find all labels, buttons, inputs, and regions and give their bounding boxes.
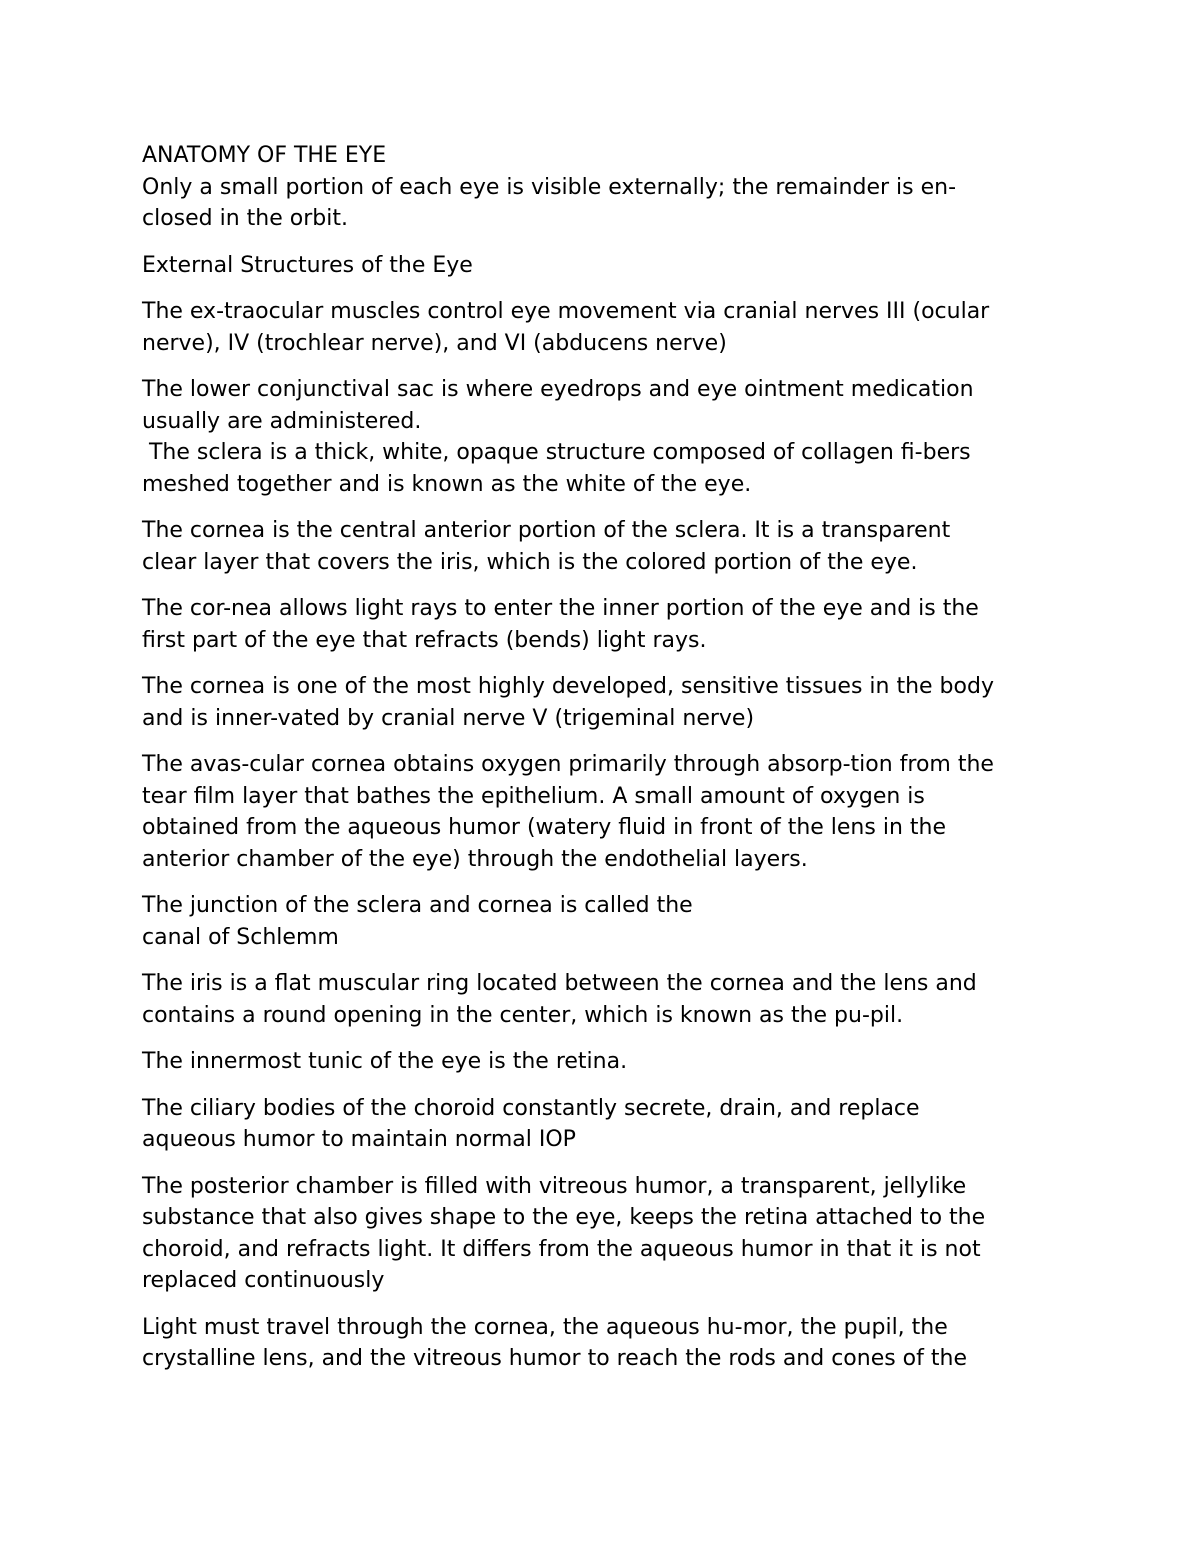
text-line: The cor-nea allows light rays to enter the inner portion of the eye and is the: [142, 596, 979, 621]
paragraph-spacer: [142, 500, 1072, 515]
text-line: meshed together and is known as the white of the eye.: [142, 471, 752, 497]
text-line: closed in the orbit.: [142, 206, 348, 231]
text-line: first part of the eye that refracts (bends) light rays.: [142, 627, 707, 653]
text-line: clear layer that covers the iris, which is the colored portion of the eye.: [142, 549, 918, 575]
paragraph: [142, 1046, 1072, 1078]
text-line: The lower conjunctival sac is where eyedrops and eye ointment medication: [142, 377, 974, 402]
text-line: The sclera is a thick, white, opaque structure composed of collagen fi-bers: [142, 440, 971, 465]
text-line: The ex-traocular muscles control eye movement via cranial nerves III (ocular: [142, 299, 990, 324]
paragraph: [142, 1171, 1072, 1297]
paragraph-spacer: [142, 656, 1072, 671]
paragraph: [142, 593, 1072, 656]
paragraph: [142, 671, 1072, 734]
text-line: and is inner-vated by cranial nerve V (trigeminal nerve): [142, 705, 755, 731]
paragraph: [142, 890, 1072, 953]
document-body: [142, 172, 1072, 1375]
paragraph: [142, 749, 1072, 875]
text-line: Light must travel through the cornea, the aqueous hu-mor, the pupil, the: [142, 1314, 948, 1340]
text-line: choroid, and refracts light. It differs from the aqueous humor in that it is not: [142, 1236, 981, 1262]
text-line: obtained from the aqueous humor (watery fluid in front of the lens in the: [142, 815, 946, 840]
text-line: The avas-cular cornea obtains oxygen primarily through absorp-tion from the: [142, 752, 994, 777]
paragraph-spacer: [142, 734, 1072, 749]
text-line: External Structures of the Eye: [142, 252, 473, 278]
text-line: tear film layer that bathes the epithelium. A small amount of oxygen is: [142, 783, 925, 809]
text-line: canal of Schlemm: [142, 924, 339, 950]
document-title: ANATOMY OF THE EYE: [142, 143, 387, 168]
paragraph: [142, 172, 1072, 235]
text-line: Only a small portion of each eye is visible externally; the remainder is en-: [142, 174, 957, 200]
document-page: [142, 140, 1072, 1375]
text-line: crystalline lens, and the vitreous humor to reach the rods and cones of the: [142, 1346, 967, 1371]
text-line: usually are administered.: [142, 408, 422, 434]
text-line: The iris is a flat muscular ring located between the cornea and the lens and: [142, 971, 977, 996]
paragraph: [142, 1312, 1072, 1375]
paragraph-spacer: [142, 1156, 1072, 1171]
text-line: nerve), IV (trochlear nerve), and VI (abducens nerve): [142, 330, 727, 356]
paragraph: [142, 374, 1072, 437]
paragraph-spacer: [142, 953, 1072, 968]
paragraph: [142, 968, 1072, 1031]
paragraph-spacer: [142, 578, 1072, 593]
text-line: The junction of the sclera and cornea is called the: [142, 893, 693, 918]
paragraph: [142, 296, 1072, 359]
paragraph: [142, 437, 1072, 500]
paragraph-spacer: [142, 281, 1072, 296]
text-line: The cornea is the central anterior portion of the sclera. It is a transparent: [142, 518, 951, 543]
text-line: substance that also gives shape to the eye, keeps the retina attached to the: [142, 1205, 986, 1230]
text-line: aqueous humor to maintain normal IOP: [142, 1127, 576, 1152]
text-line: The ciliary bodies of the choroid constantly secrete, drain, and replace: [142, 1095, 920, 1121]
text-line: contains a round opening in the center, which is known as the pu-pil.: [142, 1002, 904, 1028]
text-line: The innermost tunic of the eye is the retina.: [142, 1049, 628, 1074]
text-line: replaced continuously: [142, 1268, 385, 1293]
text-line: The posterior chamber is filled with vitreous humor, a transparent, jellylike: [142, 1173, 967, 1199]
paragraph-spacer: [142, 875, 1072, 890]
text-line: anterior chamber of the eye) through the endothelial layers.: [142, 846, 808, 872]
paragraph-spacer: [142, 359, 1072, 374]
paragraph-spacer: [142, 1078, 1072, 1093]
paragraph: [142, 250, 1072, 282]
paragraph: [142, 515, 1072, 578]
paragraph-spacer: [142, 1297, 1072, 1312]
paragraph-spacer: [142, 235, 1072, 250]
paragraph-spacer: [142, 1031, 1072, 1046]
text-line: The cornea is one of the most highly developed, sensitive tissues in the body: [142, 674, 994, 699]
paragraph: [142, 1093, 1072, 1156]
